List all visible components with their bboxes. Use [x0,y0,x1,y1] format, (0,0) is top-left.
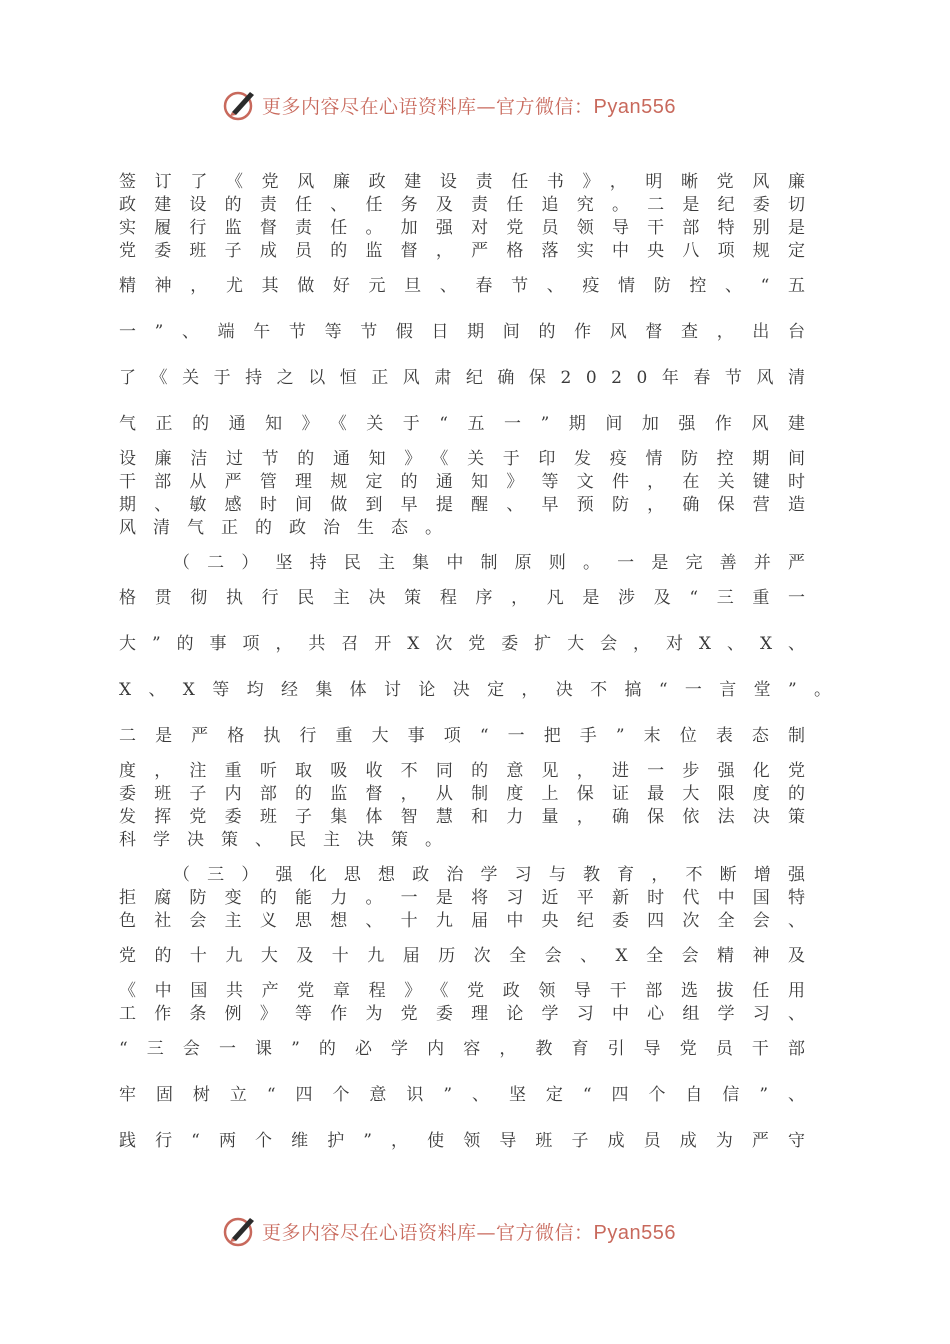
text-line: 科学决策、民主决策。 [119,830,459,850]
text-line: 发挥党委班子集体智慧和力量，确保依法决策 [119,807,824,827]
text-line: 政建设的责任、任务及责任追究。二是纪委切 [119,195,824,215]
text-line: 二是严格执行重大事项“一把手”末位表态制 [119,726,825,746]
text-line: 牢固树立“四个意识”、坚定“四个自信”、 [119,1085,825,1105]
text-line: 践行“两个维护”，使领导班子成员成为严守 [119,1131,825,1151]
text-line: 拒腐防变的能力。一是将习近平新时代中国特 [119,888,824,908]
text-line: 设廉洁过节的通知》《关于印发疫情防控期间 [119,449,824,469]
section-heading: （三）强化思想政治学习与教育，不断增强 [173,865,823,885]
text-line: 格贯彻执行民主决策程序，凡是涉及“三重一 [119,588,824,608]
text-line: 度，注重听取吸收不同的意见，进一步强化党 [119,761,824,781]
text-line: 大”的事项，共召开X次党委扩大会，对X、X、 [119,634,821,654]
text-line: 了《关于持之以恒正风肃纪确保2020年春节风清 [119,368,820,388]
watermark-wechat-id: Pyan556 [593,1222,676,1244]
section-heading: （二）坚持民主集中制原则。一是完善并严 [173,553,823,573]
text-line: 期、敏感时间做到早提醒、早预防，确保营造 [119,495,824,515]
text-line: 一”、端午节等节假日期间的作风督查，出台 [119,322,824,342]
watermark-text [262,1218,676,1245]
text-line: 《中国共产党章程》《党政领导干部选拔任用 [119,981,824,1001]
text-line: 风清气正的政治生态。 [119,518,459,538]
text-line: 气正的通知》《关于“五一”期间加强作风建 [119,414,825,434]
text-line: 签订了《党风廉政建设责任书》，明晰党风廉 [119,172,824,192]
watermark-text-cn: 更多内容尽在心语资料库—官方微信： [262,96,594,118]
text-line: 党的十九大及十九届历次全会、X全会精神及 [119,946,824,966]
watermark-text-cn: 更多内容尽在心语资料库—官方微信： [262,1222,594,1244]
text-line: 党委班子成员的监督，严格落实中央八项规定 [119,241,824,261]
watermark-wechat-id: Pyan556 [593,96,676,118]
text-line: 干部从严管理规定的通知》等文件，在关键时 [119,472,824,492]
text-line: “三会一课”的必学内容，教育引导党员干部 [119,1039,825,1059]
pen-logo-icon [222,1212,258,1248]
text-line: 色社会主义思想、十九届中央纪委四次全会、 [119,911,824,931]
text-line: 精神，尤其做好元旦、春节、疫情防控、“五 [119,276,824,296]
text-line: X、X等均经集体讨论决定，决不搞“一言堂”。 [119,680,849,700]
text-line: 实履行监督责任。加强对党员领导干部特别是 [119,218,824,238]
watermark-banner-bottom [0,1210,950,1254]
text-line: 委班子内部的监督，从制度上保证最大限度的 [119,784,824,804]
text-line: 工作条例》等作为党委理论学习中心组学习、 [119,1004,824,1024]
